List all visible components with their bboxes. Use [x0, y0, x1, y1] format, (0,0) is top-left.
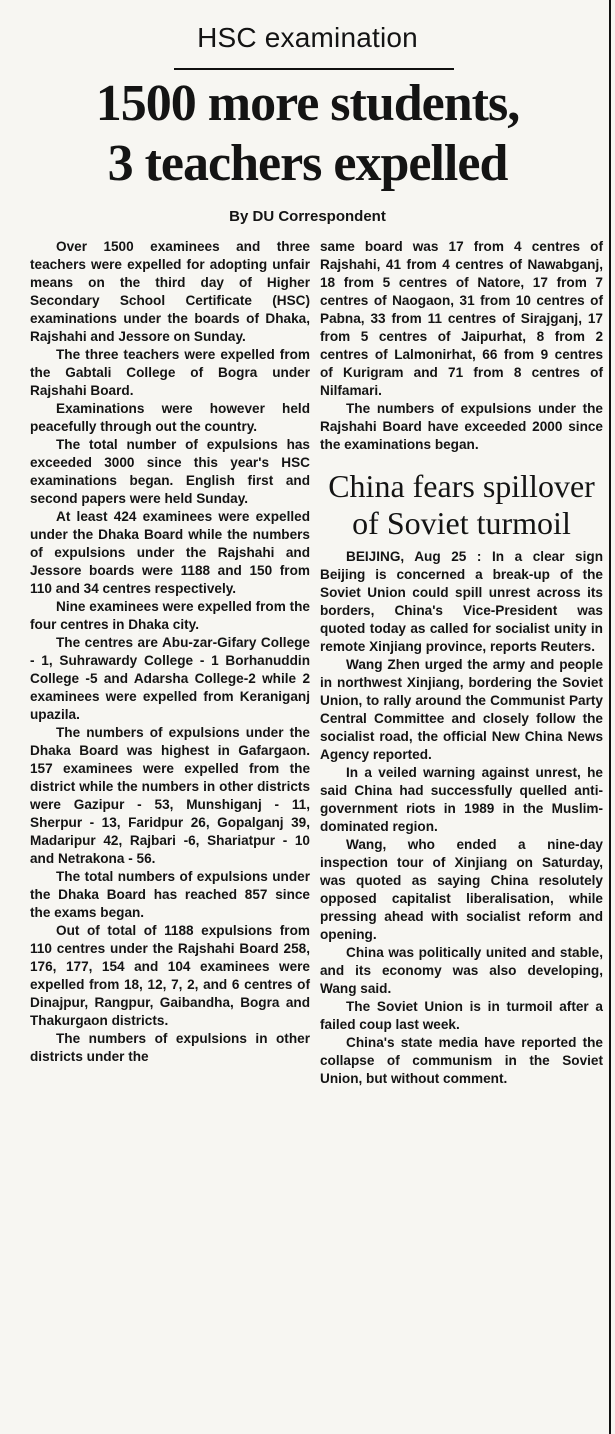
story-paragraph: The total number of expulsions has exceeded 3000 since this year's HSC examinations began. English first and second papers were held Sunday. — [30, 437, 310, 506]
second-story-lead — [320, 548, 603, 656]
kicker-heading: HSC examination — [197, 22, 418, 53]
story-paragraph: Nine examinees were expelled from the four centres in Dhaka city. — [30, 599, 310, 632]
kicker-underline — [174, 68, 454, 70]
story-paragraph: Over 1500 examinees and three teachers were expelled for adopting unfair means on the third day of Higher Secondary School Certificate (HSC) examinations under the boards of Dhaka, Rajshahi and Jessore on Sunday. — [30, 239, 310, 344]
story-paragraph: same board was 17 from 4 centres of Rajshahi, 41 from 4 centres of Nawabganj, 18 from 5 centres of Natore, 17 from 7 centres of Naogaon, 31 from 10 centres of Pabna, 33 from 11 centres of Sirajganj, 17 from 5 centres of Jaipurhat, 8 from 2 centres of Lalmonirhat, 66 from 9 centres of Kurigram and 71 from 8 centres of Nilfamari. — [320, 239, 603, 398]
story-paragraph: The numbers of expulsions in other districts under the — [30, 1031, 310, 1064]
dateline: BEIJING, Aug 25 : — [346, 549, 482, 564]
second-story-paragraph: China's state media have reported the collapse of communism in the Soviet Union, but without comment. — [320, 1035, 603, 1086]
headline-line-1: 1500 more students, — [95, 75, 520, 132]
main-story-left-column — [30, 238, 310, 1066]
main-headline — [0, 74, 615, 194]
story-paragraph: Out of total of 1188 expulsions from 110 centres under the Rajshahi Board 258, 176, 177, 154 and 104 examinees were expelled from 18, 12, 7, 2, and 6 centres of Dinajpur, Rangpur, Gaibandha, Bogra and Thakurgaon districts. — [30, 923, 310, 1028]
story-paragraph: The numbers of expulsions under the Rajshahi Board have exceeded 2000 since the examinations began. — [320, 401, 603, 452]
story-paragraph: The centres are Abu-zar-Gifary College - 1, Suhrawardy College - 1 Borhanuddin College -5 and Adarsha College-2 while 2 examinees were expelled from Keraniganj upazila. — [30, 635, 310, 722]
second-story-paragraph: Wang, who ended a nine-day inspection tour of Xinjiang on Saturday, was quoted as saying China resolutely opposed capitalist liberalisation, while pressing ahead with socialist reform and opening. — [320, 837, 603, 942]
byline: By DU Correspondent — [229, 208, 386, 225]
story-paragraph: The numbers of expulsions under the Dhaka Board was highest in Gafargaon. 157 examinees were expelled from the district while the numbers in other districts were Gazipur - 53, Munshiganj - 11, Sherpur - 13, Faridpur 26, Gopalganj 39, Madaripur 42, Rajbari -6, Shariatpur - 10 and Netrakona - 56. — [30, 725, 310, 866]
second-story-headline: China fears spillover of Soviet turmoil — [328, 468, 595, 541]
story-paragraph: Examinations were however held peacefully through out the country. — [30, 401, 310, 434]
second-story-paragraph: China was politically united and stable, and its economy was also developing, Wang said. — [320, 945, 603, 996]
right-column — [320, 238, 603, 1088]
story-paragraph: The total numbers of expulsions under the Dhaka Board has reached 857 since the exams began. — [30, 869, 310, 920]
headline-line-2: 3 teachers expelled — [107, 135, 508, 192]
second-story-paragraph: The Soviet Union is in turmoil after a failed coup last week. — [320, 999, 603, 1032]
story-paragraph: At least 424 examinees were expelled under the Dhaka Board while the numbers of expulsions under the Rajshahi and Jessore boards were 1188 and 150 from 110 and 34 centres respectively. — [30, 509, 310, 596]
lead-text: In a clear sign Beijing is concerned a break-up of the Soviet Union could spill unrest across its borders, China's Vice-President was quoted today as called for socialist unity in remote Xinjiang province, reports Reuters. — [320, 549, 603, 654]
second-story-paragraph: Wang Zhen urged the army and people in northwest Xinjiang, bordering the Soviet Union, to rally around the Communist Party Central Committee and closely follow the socialist road, the official New China News Agency reported. — [320, 657, 603, 762]
second-story-paragraph: In a veiled warning against unrest, he said China had successfully quelled anti-government riots in 1989 in the Muslim-dominated region. — [320, 765, 603, 834]
story-paragraph: The three teachers were expelled from the Gabtali College of Bogra under Rajshahi Board. — [30, 347, 310, 398]
